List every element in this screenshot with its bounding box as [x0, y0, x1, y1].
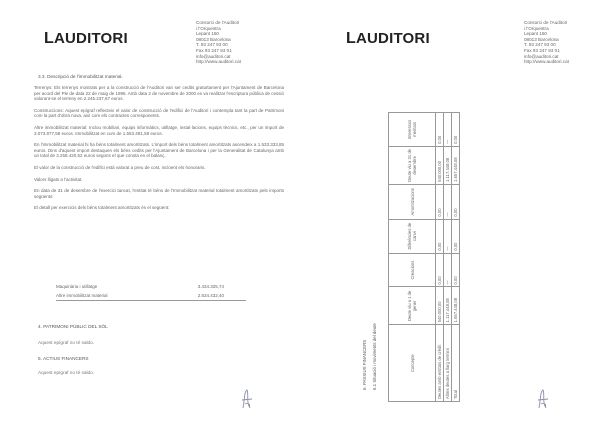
table-row: [444, 113, 452, 402]
paragraph: Construccions: Aquest epígraf reflecteix el valor de construcció de l'edifici de l'Auditori i contempla tant la part de Patrimoni com la part d'obra nova, així com els contractes corresponents.: [34, 107, 284, 119]
column-header: Deute viu a 31 de desembre: [389, 146, 436, 184]
paragraph: En l'immobilitzat material hi ha béns totalment amortitzats. L'import dels béns totalment amortitzats ascendeix a 1.533.333,85 euros. Dins d'aquest import destaquen els béns cedits per l'Ajuntament de Barcelona i per la Generalitat de Catalunya amb un total de 3.258.420,52 euros segons el que consta en el balanç.: [34, 142, 284, 159]
table-cell: —: [444, 219, 452, 253]
paragraph: En data de 31 de desembre de l'exercici tancat, l'entitat té béns de l'Immobilitzat material totalment amortitzats pels imports següents:: [34, 188, 284, 199]
row-value: 3.434.325,74: [197, 284, 224, 289]
rotated-table-wrapper: [388, 112, 598, 402]
auditori-logo: LAUDITORI: [44, 30, 128, 47]
table-cell: —: [444, 184, 452, 219]
address-line: i l'Orquestra: [196, 25, 221, 31]
row-label: Altre immobilitzat material: [56, 293, 108, 298]
table-row: [56, 293, 246, 301]
table-cell: 0,00: [436, 253, 444, 287]
paragraph: Valors lligats a l'activitat.: [34, 176, 83, 182]
column-header: Deute viu a 1 de gener: [389, 287, 436, 325]
subsection-text: Aquest epígraf no té saldo.: [38, 340, 95, 345]
address-line: Consorci de l'Auditori: [196, 20, 240, 25]
address-line: info@auditori.cat: [196, 53, 231, 59]
paragraph: Terrenys: Els terrenys mostrats per a la construcció de l'Auditori van ser cedits gratuïtament per l'Ajuntament de Barcelona per acord del Ple de data 22 de maig de 1996. Amb data 2 de novembre de 2000 es va realitzar l'escriptura pública de cessió valorant-se el terreny en 2.245.237,67 euros.: [34, 85, 284, 102]
address-block: [524, 20, 569, 65]
table-cell: Deutes amb entitats de crèdit: [436, 325, 444, 402]
debt-table: [388, 112, 598, 402]
table-cell: —: [444, 113, 452, 147]
table-cell: 1.117.448,08: [444, 146, 452, 184]
row-label: Maquinària i utillatge: [56, 284, 98, 289]
address-line: Lepant 150: [196, 31, 219, 37]
table-row: [452, 113, 460, 402]
paragraph: Altre immobilitzat material: Inclou mobiliari, equips informàtics, utillatge, instal·lacions, equips tècnics, etc., per un import de 3.073.877,58 euros. Immobilitzat en curs de 1.553.481,58 euros.: [34, 124, 284, 136]
table-subcaption: 6.1 Situació i moviments del deute: [372, 323, 377, 390]
signature-mark: [240, 388, 254, 410]
table-row: [56, 284, 246, 289]
address-line: Fax 93 247 93 01: [524, 47, 560, 53]
subsection-title: 5. ACTIUS FINANCERS: [38, 356, 89, 361]
address-block: [196, 20, 241, 65]
table-cell: 0,00: [436, 184, 444, 219]
table-cell: 0,00: [452, 253, 460, 287]
address-line: http://www.auditori.cat: [524, 59, 569, 65]
table-cell: 0,00: [452, 184, 460, 219]
table-cell: 0,00: [452, 113, 460, 147]
body-text: [34, 85, 284, 217]
signature-mark: [536, 388, 550, 410]
column-header: Creacions: [389, 253, 436, 287]
paragraph: El detall per exercicis dels béns totalment amortitzats és el següent:: [34, 205, 170, 211]
row-value: 2.534.432,40: [197, 293, 224, 298]
table-row: [436, 113, 444, 402]
table-cell: 0,00: [436, 113, 444, 147]
subsection-text: Aquest epígraf no té saldo.: [38, 370, 95, 375]
table-header-row: [389, 113, 436, 402]
paragraph: El valor de la construcció de l'edifici està valorat a preu de cost, incloent els honoraris.: [34, 164, 206, 170]
address-line: Lepant 150: [524, 31, 547, 37]
table-cell: 1.657.448,08: [452, 287, 460, 325]
amortized-assets-table: [56, 284, 246, 301]
table-cell: Altres deutes a llarg termini: [444, 325, 452, 402]
table-cell: —: [444, 253, 452, 287]
auditori-logo: LAUDITORI: [346, 30, 430, 47]
document-page-2: [300, 0, 600, 423]
address-line: 08013 Barcelona: [524, 36, 559, 42]
table-cell: 1.657.448,08: [452, 146, 460, 184]
table-caption: 6. PASSIUS FINANCERS: [362, 339, 367, 390]
address-line: i l'Orquestra: [524, 25, 549, 31]
table-cell: Total: [452, 325, 460, 402]
column-header: Diferències de canvi: [389, 219, 436, 253]
table-cell: 540.000,00: [436, 287, 444, 325]
column-header: Amortitzacions: [389, 184, 436, 219]
table-cell: 1.117.448,08: [444, 287, 452, 325]
address-line: T. 93 247 93 00: [524, 42, 556, 48]
address-line: info@auditori.cat: [524, 53, 559, 59]
table-cell: 0,00: [436, 219, 444, 253]
subsection-title: 4. PATRIMONI PÚBLIC DEL SÒL: [38, 324, 108, 329]
address-line: T. 93 247 93 00: [196, 42, 228, 48]
section-title: 3.3. Descripció de l'immobilitzat material.: [38, 74, 123, 79]
table-cell: 0,00: [452, 219, 460, 253]
column-header: Concepte: [389, 325, 436, 402]
address-line: 08013 Barcelona: [196, 36, 231, 42]
table-cell: 540.000,00: [436, 146, 444, 184]
column-header: Interessos meritats: [389, 113, 436, 147]
address-line: Consorci de l'Auditori: [524, 20, 568, 25]
address-line: http://www.auditori.cat: [196, 59, 241, 65]
address-line: Fax 93 247 93 01: [196, 47, 232, 53]
